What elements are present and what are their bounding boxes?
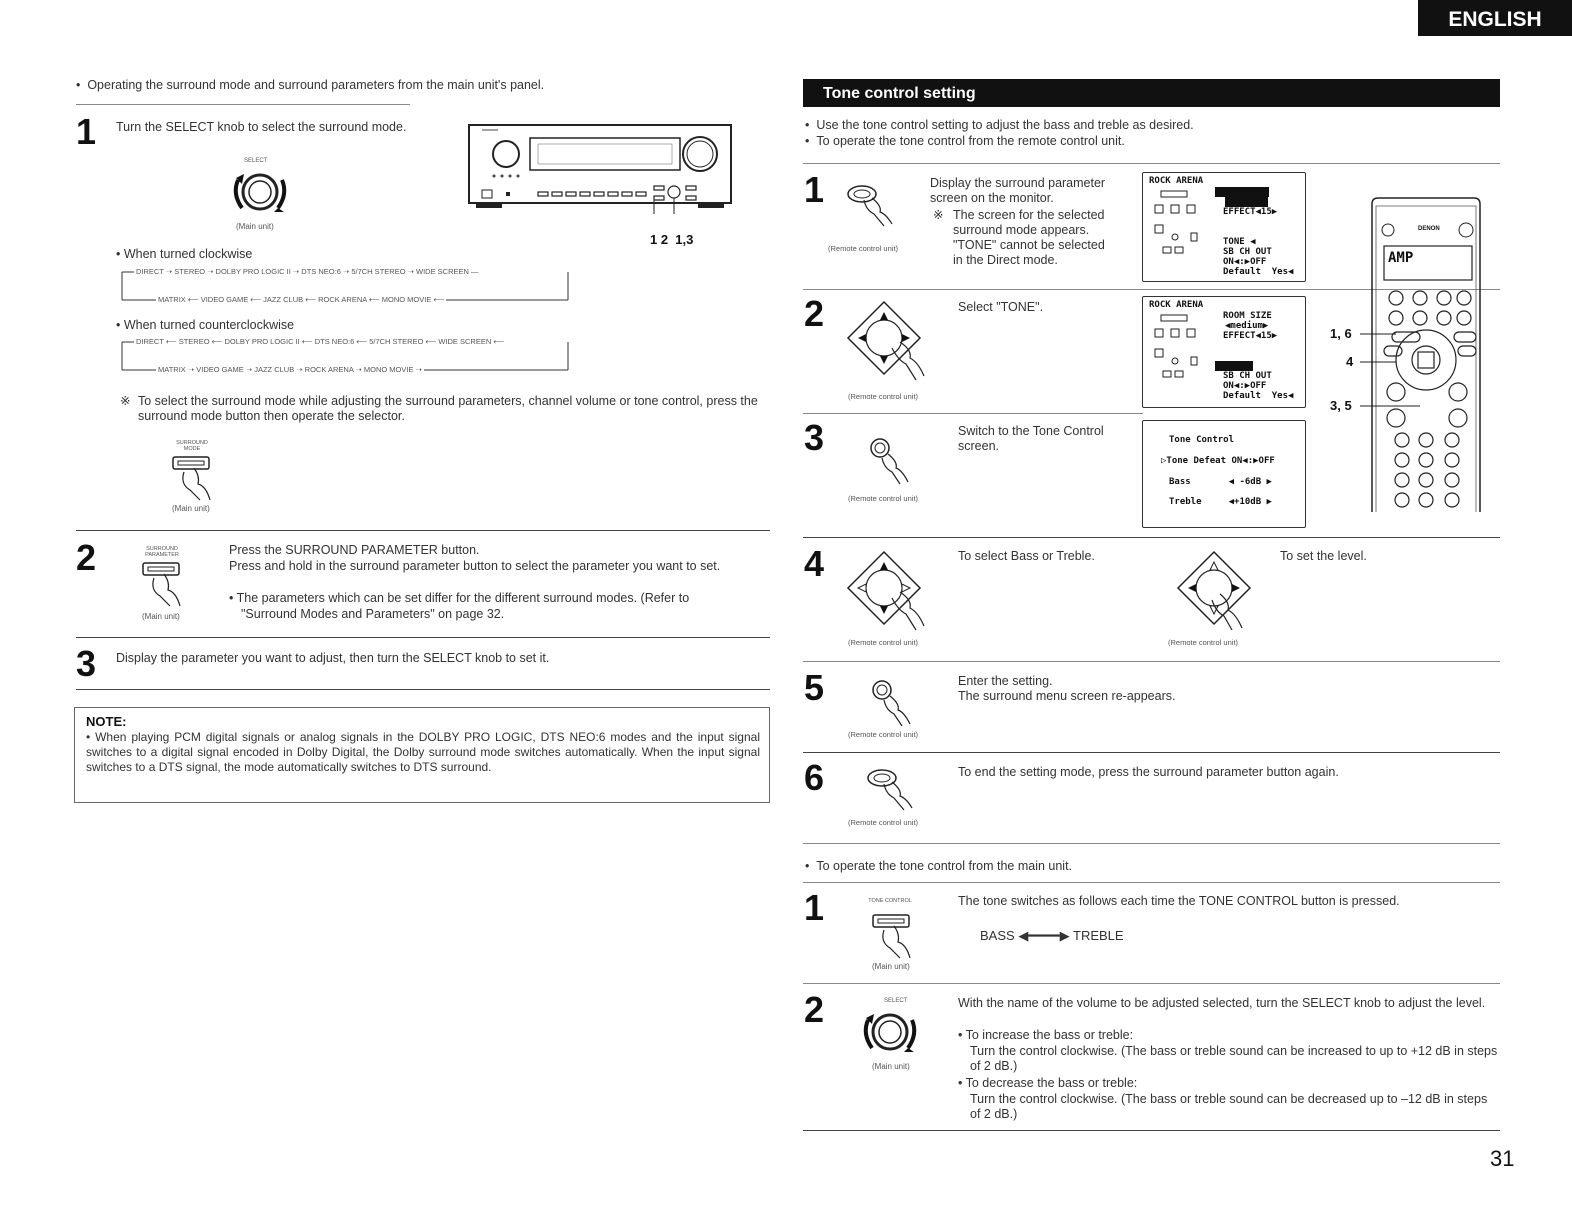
tone-cycle-diagram — [980, 928, 1124, 944]
step-text: To end the setting mode, press the surround parameter button again. — [958, 765, 1339, 779]
cursor-pad-icon — [1172, 548, 1256, 634]
cursor-pad-icon — [842, 298, 926, 384]
knob-icon — [856, 1006, 924, 1056]
osd-screen-3: Tone Control ▷Tone Defeat ON◀:▶OFF Bass ◀ -6dB ▶ Treble ◀+10dB ▶ — [1142, 420, 1306, 528]
intro-bullet: • To operate the tone control from the remote control unit. — [805, 134, 1125, 148]
step-text: Turn the control clockwise. (The bass or treble sound can be increased to up to +12 dB in steps of 2 dB.) — [970, 1044, 1498, 1073]
counterclockwise-title: • When turned counterclockwise — [116, 318, 295, 332]
step-text: Display the parameter you want to adjust, then turn the SELECT knob to set it. — [116, 651, 550, 665]
asterisk-note-mark: ※ — [120, 394, 131, 408]
step-text: • To increase the bass or treble: — [958, 1028, 1134, 1042]
step-text: Turn the SELECT knob to select the surround mode. — [116, 120, 407, 134]
step-text: To set the level. — [1280, 549, 1367, 563]
asterisk-note: To select the surround mode while adjusting the surround parameters, channel volume or tone control, press the surround mode button then operate the selector. — [138, 394, 758, 423]
callout-leader-lines — [1356, 330, 1426, 410]
figure-caption: (Remote control unit) — [848, 494, 919, 503]
step-text: The tone switches as follows each time the TONE CONTROL button is pressed. — [958, 894, 1400, 908]
figure-caption: (Remote control unit) — [848, 392, 919, 401]
intro-bullet: • Use the tone control setting to adjust the bass and treble as desired. — [805, 118, 1194, 132]
receiver-icon — [468, 124, 734, 214]
step-text: Enter the setting. The surround menu screen re-appears. — [958, 674, 1176, 703]
mode-flow-row: DIRECT ⟵ STEREO ⟵ DOLBY PRO LOGIC II ⟵ DTS NEO:6 ⟵ 5/7CH STEREO ⟵ WIDE SCREEN ⟵ — [136, 337, 505, 346]
figure-caption: (Remote control unit) — [848, 638, 919, 647]
remote-callout: 3, 5 — [1330, 398, 1352, 413]
figure-caption: (Remote control unit) — [848, 818, 919, 827]
remote-button-press-icon — [862, 766, 922, 814]
knob-label: SELECT — [244, 158, 268, 164]
remote-callout: 1, 6 — [1330, 326, 1352, 341]
figure-caption: (Remote control unit) — [848, 730, 919, 739]
step-text: • To decrease the bass or treble: — [958, 1076, 1138, 1090]
select-knob-figure — [222, 158, 298, 220]
mode-flow-row: MATRIX ⟵ VIDEO GAME ⟵ JAZZ CLUB ⟵ ROCK ARENA ⟵ MONO MOVIE ⟵ — [158, 295, 445, 304]
step-number: 3 — [76, 643, 97, 684]
counterclockwise-diagram — [116, 336, 576, 374]
figure-caption: (Remote control unit) — [828, 244, 899, 253]
step-text: • The parameters which can be set differ for the different surround modes. (Refer to — [229, 591, 690, 605]
intro-bullet: • Operating the surround mode and surround parameters from the main unit's panel. — [76, 78, 545, 92]
receiver-panel-figure — [468, 124, 734, 214]
step-text: Switch to the Tone Control screen. — [958, 424, 1104, 453]
note-box — [74, 707, 770, 803]
figure-caption: (Main unit) — [236, 222, 274, 231]
page-number: 31 — [1490, 1146, 1515, 1171]
figure-caption: (Main unit) — [872, 962, 910, 971]
step-number: 6 — [804, 757, 825, 798]
remote-brand: DENON — [1418, 226, 1440, 232]
asterisk-note: The screen for the selected surround mode appears. "TONE" cannot be selected in the Direct mode. — [953, 208, 1105, 267]
mode-flow-row: MATRIX ➝ VIDEO GAME ➝ JAZZ CLUB ➝ ROCK ARENA ➝ MONO MOVIE ➝ — [158, 365, 422, 374]
remote-callout: 4 — [1346, 354, 1354, 369]
press-button-icon — [870, 912, 920, 960]
double-arrow-icon: ◀━━━━▶ — [1018, 928, 1070, 943]
step-number: 4 — [804, 543, 825, 584]
step-number: 1 — [76, 111, 97, 152]
section-title-bar — [803, 79, 1500, 107]
note-text: • When playing PCM digital signals or analog signals in the DOLBY PRO LOGIC, DTS NEO:6 modes and the input signal switches to a digital signal encoded in Dolby Digital, the Dolby surround mode switches automatically. When the input signal switches to a DTS signal, the mode automatically switches to DTS surround. — [86, 730, 760, 774]
step-number: 5 — [804, 667, 825, 708]
figure-caption: (Main unit) — [872, 1062, 910, 1071]
step-number: 3 — [804, 417, 825, 458]
remote-button-press-icon — [864, 674, 914, 728]
note-title: NOTE: — [86, 714, 127, 729]
step-number: 2 — [76, 537, 97, 578]
figure-caption: (Main unit) — [142, 612, 180, 621]
step-text: Display the surround parameter screen on the monitor. — [930, 176, 1106, 205]
mode-flow-row: DIRECT ➝ STEREO ➝ DOLBY PRO LOGIC II ➝ DTS NEO:6 ➝ 5/7CH STEREO ➝ WIDE SCREEN — — [136, 267, 479, 276]
speaker-layout-icon — [1151, 313, 1211, 383]
intro-bullet: • To operate the tone control from the main unit. — [805, 859, 1073, 873]
osd-screen-2: ROCK ARENA ROOM SIZE ◀medium▶ EFFECT◀15▶ ▷TONE ◀ SB CH OUT ON◀:▶OFF Default Yes◀ — [1142, 296, 1306, 408]
bass-label: BASS — [980, 928, 1015, 943]
figure-caption: (Main unit) — [172, 504, 210, 513]
knob-label: SELECT — [884, 998, 908, 1004]
press-button-icon — [140, 560, 190, 608]
step-text: Press and hold in the surround parameter button to select the parameter you want to set. — [229, 559, 721, 573]
knob-icon — [226, 166, 294, 216]
section-title: Tone control setting — [823, 85, 976, 102]
button-label: SURROUND MODE — [176, 440, 208, 452]
osd-screen-1: ROCK ARENA ▷ROOM SIZE ◀medium▶ EFFECT◀15▶ TONE ◀ SB CH OUT ON◀:▶OFF Default Yes◀ — [1142, 172, 1306, 282]
remote-display-text: AMP — [1388, 250, 1414, 266]
asterisk-note-mark: ※ — [933, 208, 944, 222]
panel-callouts: 1 2 1,3 — [650, 232, 694, 247]
step-text: Turn the control clockwise. (The bass or treble sound can be decreased up to –12 dB in steps of 2 dB.) — [970, 1092, 1488, 1121]
clockwise-title: • When turned clockwise — [116, 247, 253, 261]
step-text: With the name of the volume to be adjusted selected, turn the SELECT knob to adjust the level. — [958, 996, 1486, 1010]
step-number: 2 — [804, 293, 825, 334]
cursor-pad-icon — [842, 548, 926, 634]
step-text: To select Bass or Treble. — [958, 549, 1095, 563]
step-number: 1 — [804, 169, 825, 210]
treble-label: TREBLE — [1073, 928, 1124, 943]
step-text: Select "TONE". — [958, 300, 1044, 314]
remote-button-press-icon — [862, 432, 912, 486]
button-label: SURROUND PARAMETER — [145, 546, 179, 558]
press-button-icon — [170, 454, 220, 502]
button-label: TONE CONTROL — [868, 898, 912, 904]
step-text: "Surround Modes and Parameters" on page 32. — [241, 607, 505, 621]
speaker-layout-icon — [1151, 189, 1211, 259]
language-tab: ENGLISH — [1418, 0, 1572, 36]
step-number: 1 — [804, 887, 825, 928]
clockwise-diagram — [116, 266, 576, 304]
step-text: Press the SURROUND PARAMETER button. — [229, 543, 480, 557]
figure-caption: (Remote control unit) — [1168, 638, 1239, 647]
step-number: 2 — [804, 989, 825, 1030]
remote-button-press-icon — [842, 182, 902, 230]
